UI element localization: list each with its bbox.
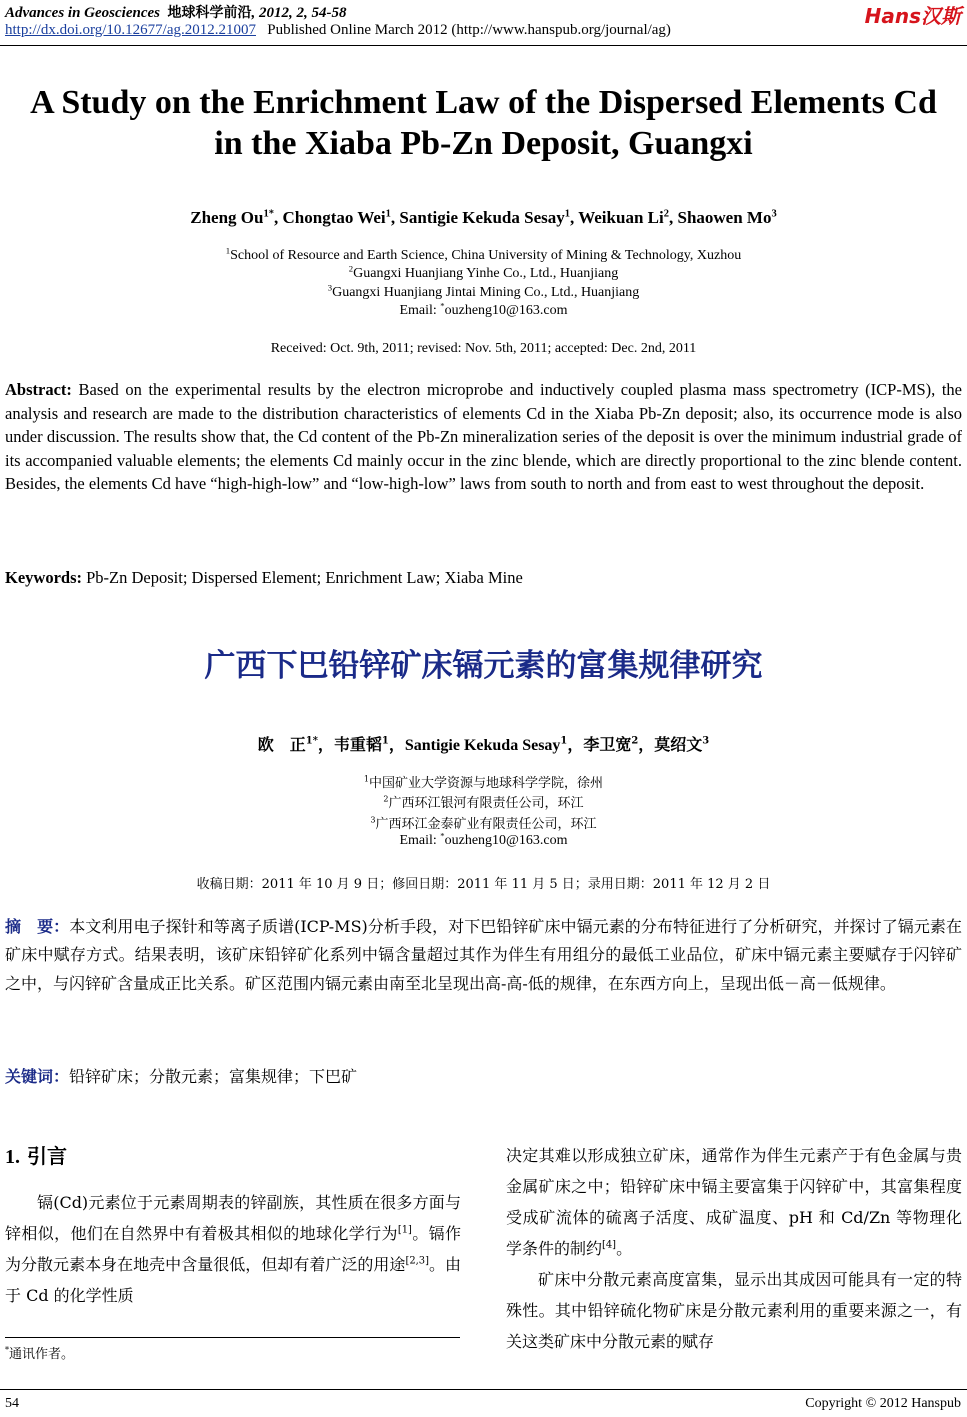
author-sep: , (274, 208, 283, 227)
body-column-right (506, 1140, 962, 1357)
keywords-cn-text: 铅锌矿床；分散元素；富集规律；下巴矿 (69, 1067, 358, 1086)
aff-sup: 1 (363, 774, 370, 784)
published-info: Published Online March 2012 (http://www.hanspub.org/journal/ag) (267, 22, 671, 38)
author-cn: 韦重韬 (333, 735, 382, 754)
affiliation-cn-1 (0, 772, 967, 791)
affiliation-cn-2 (0, 792, 967, 811)
author-sup: 2 (663, 208, 669, 220)
email-sup: * (440, 300, 445, 311)
section-heading (5, 1140, 67, 1169)
author-sep: , (570, 208, 579, 227)
keywords-cn (5, 1063, 962, 1091)
aff-sup: 1 (225, 245, 231, 256)
footnote-sup: * (5, 1345, 10, 1355)
aff-text: Guangxi Huanjiang Yinhe Co., Ltd., Huanjiang (353, 266, 619, 281)
body-paragraph (506, 1140, 962, 1264)
affiliation-2 (0, 263, 967, 282)
aff-sup: 3 (370, 815, 376, 825)
body-text: 。镉作为分散元素本身在地壳中含量很低，但却有着广泛的用途 (5, 1224, 461, 1274)
author-sup: 1 (560, 735, 568, 747)
body-text: 镉(Cd)元素位于元素周期表的锌副族，其性质在很多方面与锌相似，他们在自然界中有着极其相似的地球化学行为 (5, 1193, 461, 1243)
aff-text: 广西环江银河有限责任公司，环江 (388, 796, 584, 811)
email-label: Email: (399, 833, 441, 848)
author-cn: Santigie Kekuda Sesay (404, 737, 561, 754)
author-sup: 1 (385, 208, 391, 220)
doi-link[interactable]: http://dx.doi.org/10.12677/ag.2012.21007 (5, 22, 256, 38)
abstract-cn-label: 摘 要： (5, 917, 70, 936)
footnote-divider (5, 1337, 460, 1338)
body-paragraph (506, 1264, 962, 1357)
page-number: 54 (5, 1396, 19, 1411)
body-text: 。由于 Cd 的化学性质 (5, 1255, 461, 1305)
keywords-text: Pb-Zn Deposit; Dispersed Element; Enrichment Law; Xiaba Mine (86, 568, 523, 587)
body-text: 矿床中分散元素高度富集，显示出其成因可能具有一定的特殊性。其中铅锌硫化物矿床是分散元素利用的重要来源之一，有关这类矿床中分散元素的赋存 (506, 1270, 962, 1351)
footnote (5, 1343, 74, 1362)
email-line-cn (0, 830, 967, 849)
doi-line (5, 22, 671, 39)
author: Zheng Ou (190, 208, 264, 227)
aff-text: 中国矿业大学资源与地球科学学院，徐州 (369, 776, 604, 791)
journal-header (5, 2, 346, 22)
affiliation-1 (0, 245, 967, 264)
body-text: 。 (616, 1239, 633, 1258)
abstract-en (5, 378, 962, 496)
citation[interactable]: [1] (397, 1224, 412, 1236)
section-title: 引言 (26, 1144, 67, 1168)
author-sep: ， (388, 735, 405, 754)
paper-title-cn: 广西下巴铅锌矿床镉元素的富集规律研究 (204, 648, 763, 684)
hanspub-logo: Hans汉斯 (864, 4, 961, 28)
journal-name: Advances in Geosciences (5, 5, 160, 21)
email-address[interactable]: ouzheng10@163.com (444, 303, 568, 318)
email-label: Email: (399, 303, 441, 318)
header-divider (0, 45, 967, 46)
citation[interactable]: [2,3] (405, 1255, 429, 1267)
author-sep: ， (638, 735, 655, 754)
email-sup: * (440, 830, 445, 841)
authors-cn (0, 732, 967, 755)
aff-sup: 2 (348, 263, 354, 274)
email-line (0, 300, 967, 319)
author-sup: 1* (263, 208, 275, 220)
author-cn: 李卫宽 (583, 735, 632, 754)
aff-text: School of Resource and Earth Science, China University of Mining & Technology, Xuzhou (230, 248, 742, 263)
author-sup: 3 (702, 735, 710, 747)
received-dates-en: Received: Oct. 9th, 2011; revised: Nov. 5th, 2011; accepted: Dec. 2nd, 2011 (270, 341, 697, 356)
author-sep: , (668, 208, 678, 227)
aff-text: Guangxi Huanjiang Jintai Mining Co., Ltd., Huanjiang (332, 285, 640, 300)
author: Santigie Kekuda Sesay (399, 208, 565, 227)
author-sep: ， (567, 735, 584, 754)
aff-sup: 2 (383, 794, 389, 804)
author-sup: 2 (631, 735, 639, 747)
affiliation-cn-3 (0, 813, 967, 832)
author-cn: 莫绍文 (654, 735, 703, 754)
author: Chongtao Wei (282, 208, 386, 227)
author-sep: ， (317, 735, 334, 754)
author-sep: , (390, 208, 400, 227)
author-cn: 欧 正 (257, 735, 306, 754)
journal-issue: , 2012, 2, 54-58 (251, 5, 347, 21)
abstract-cn-text: 本文利用电子探针和等离子质谱(ICP-MS)分析手段，对下巴铅锌矿床中镉元素的分布特征进行了分析研究，并探讨了镉元素在矿床中赋存方式。结果表明，该矿床铅锌矿化系列中镉含量超过其作为伴生有用组分的最低工业品位，矿床中镉元素主要赋存于闪锌矿之中，与闪锌矿含量成正比关系。矿区范围内镉元素由南至北呈现出高-高-低的规律，在东西方向上，呈现出低－高－低规律。 (5, 917, 962, 993)
footnote-text: 通讯作者。 (9, 1347, 75, 1362)
body-paragraph (5, 1187, 461, 1311)
journal-name-cn: 地球科学前沿 (167, 5, 252, 21)
author: Weikuan Li (578, 208, 664, 227)
title-line-1: A Study on the Enrichment Law of the Dispersed Elements Cd (30, 84, 937, 121)
abstract-text: Based on the experimental results by the electron microprobe and inductively coupled plasma mass spectrometry (ICP-MS), the analysis and research are made to the distribution characteristics of elements Cd in the Xiaba Pb-Zn deposit; also, its occurrence mode is also under discussion. The results show that, the Cd content of the Pb-Zn mineralization series of the deposit is over the minimum industrial grade of its accompanied valuable elements; the elements Cd mainly occur in the zinc blende, which are directly proportional to the zinc blende content. Besides, the elements Cd have “high-high-low” and “low-high-low” laws from south to north and from east to west throughout the deposit. (5, 380, 963, 494)
author-sup: 1 (564, 208, 570, 220)
copyright: Copyright © 2012 Hanspub (805, 1396, 961, 1411)
author-sup: 3 (771, 208, 777, 220)
aff-text: 广西环江金泰矿业有限责任公司，环江 (375, 817, 597, 832)
author: Shaowen Mo (677, 208, 772, 227)
body-column-left (5, 1187, 461, 1311)
abstract-label: Abstract: (5, 380, 72, 399)
keywords-cn-label: 关键词： (5, 1067, 70, 1086)
received-dates-cn: 收稿日期：2011 年 10 月 9 日；修回日期：2011 年 11 月 5 日；录用日期：2011 年 12 月 2 日 (196, 877, 771, 892)
affiliation-3 (0, 282, 967, 301)
author-sup: 1* (305, 735, 318, 747)
paper-title-en (0, 82, 967, 164)
aff-sup: 3 (327, 282, 333, 293)
title-line-2: in the Xiaba Pb-Zn Deposit, Guangxi (214, 125, 753, 162)
abstract-cn (5, 913, 962, 998)
citation[interactable]: [4] (602, 1239, 617, 1251)
keywords-label: Keywords: (5, 568, 82, 587)
keywords-en (5, 566, 962, 590)
body-text: 决定其难以形成独立矿床，通常作为伴生元素产于有色金属与贵金属矿床之中；铅锌矿床中镉主要富集于闪锌矿中，其富集程度受成矿流体的硫离子活度、成矿温度、pH 和 Cd/Zn 等物理化学条件的制约 (506, 1146, 962, 1258)
author-sup: 1 (381, 735, 389, 747)
section-number: 1. (5, 1146, 20, 1168)
footer-divider (0, 1389, 967, 1390)
email-address[interactable]: ouzheng10@163.com (444, 833, 568, 848)
authors-en (0, 208, 967, 228)
